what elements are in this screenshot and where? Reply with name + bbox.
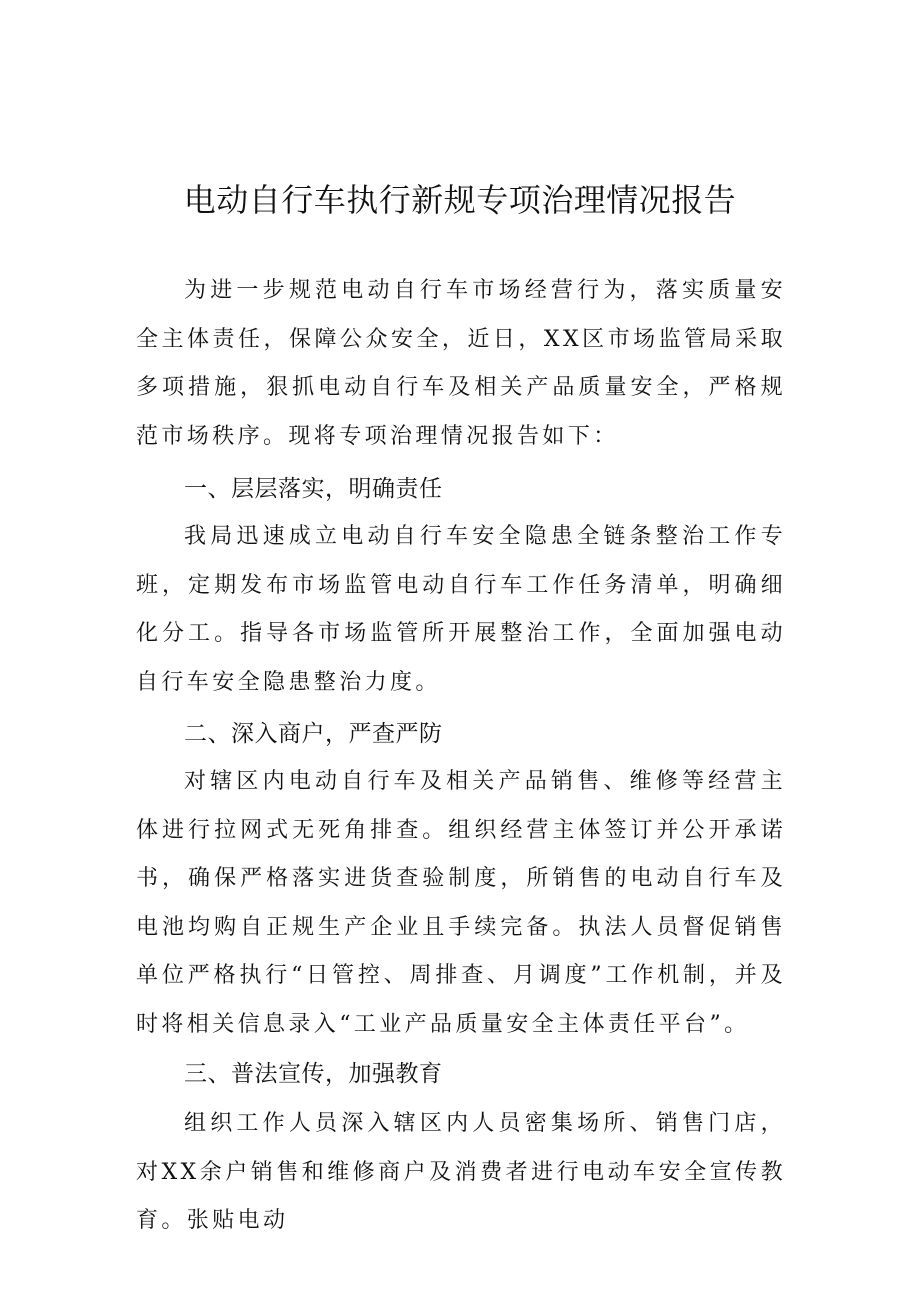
section-1-body: 我局迅速成立电动自行车安全隐患全链条整治工作专班，定期发布市场监管电动自行车工作任务清单，明确细化分工。指导各市场监管所开展整治工作，全面加强电动自行车安全隐患整治力度。 (136, 524, 786, 695)
section-1-heading: 一、层层落实，明确责任 (184, 476, 443, 502)
section-3-heading: 三、普法宣传，加强教育 (184, 1061, 443, 1087)
section-3-body: 组织工作人员深入辖区内人员密集场所、销售门店，对XX余户销售和维修商户及消费者进行电动车安全宣传教育。张贴电动 (136, 1111, 786, 1233)
document-title: 电动自行车执行新规专项治理情况报告 (183, 181, 737, 219)
section-2-heading: 二、深入商户，严查严防 (184, 721, 443, 747)
intro-paragraph: 为进一步规范电动自行车市场经营行为，落实质量安全主体责任，保障公众安全，近日，XX区市场监管局采取多项措施，狠抓电动自行车及相关产品质量安全，严格规范市场秩序。现将专项治理情况报告如下： (136, 278, 786, 449)
section-2-body: 对辖区内电动自行车及相关产品销售、维修等经营主体进行拉网式无死角排查。组织经营主体签订并公开承诺书，确保严格落实进货查验制度，所销售的电动自行车及电池均购自正规生产企业且手续完备。执法人员督促销售单位严格执行“日管控、周排查、月调度”工作机制，并及时将相关信息录入“工业产品质量安全主体责任平台”。 (136, 769, 786, 1037)
